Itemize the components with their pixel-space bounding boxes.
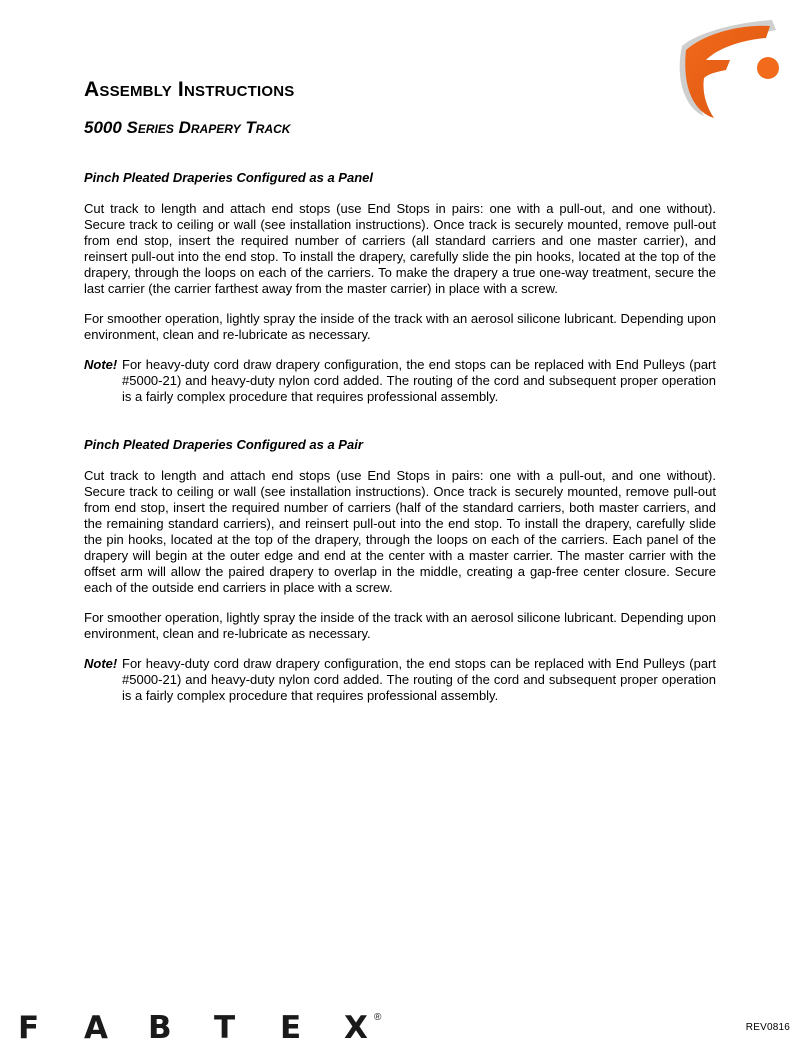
paragraph: For smoother operation, lightly spray the inside of the track with an aerosol silicone lubricant. Depending upon environment, clean and re-lubricate as necessary. <box>84 311 716 342</box>
revision-code: REV0816 <box>745 1022 790 1033</box>
page-title: Assembly Instructions <box>84 78 295 101</box>
note <box>84 656 716 704</box>
paragraph: Cut track to length and attach end stops (use End Stops in pairs: one with a pull-out, and one without). Secure track to ceiling or wall (see installation instructions). Once track is securely mounted, remove pull-out from end stop, insert the required number of carriers (all standard carriers and one master carrier), and reinsert pull-out into the end stop. To install the drapery, carefully slide the pin hooks, located at the top of the drapery, through the loops on each of the carriers. To make the drapery a true one-way treatment, secure the last carrier (the carrier farthest away from the master carrier) in place with a screw. <box>84 201 716 296</box>
brand-letter: E <box>280 1010 302 1042</box>
note <box>84 357 716 405</box>
page-subtitle: 5000 Series Drapery Track <box>84 118 291 137</box>
note-label: Note! <box>84 357 118 372</box>
fabtex-wordmark <box>18 1008 386 1042</box>
instructions-body <box>84 170 716 718</box>
brand-letter: F <box>18 1010 40 1042</box>
note-text: For heavy-duty cord draw drapery configuration, the end stops can be replaced with End Pulleys (part #5000-21) and heavy-duty nylon cord added. The routing of the cord and subsequent proper operation is a fairly complex procedure that requires professional assembly. <box>122 656 716 703</box>
panel-section <box>84 170 716 405</box>
brand-letter: T <box>214 1010 236 1042</box>
fabtex-f-swoosh-icon <box>668 14 788 122</box>
note-text: For heavy-duty cord draw drapery configuration, the end stops can be replaced with End Pulleys (part #5000-21) and heavy-duty nylon cord added. The routing of the cord and subsequent proper operation is a fairly complex procedure that requires professional assembly. <box>122 357 716 404</box>
logo-dot-shape <box>757 57 779 79</box>
paragraph: Cut track to length and attach end stops (use End Stops in pairs: one with a pull-out, and one without). Secure track to ceiling or wall (see installation instructions). Once track is securely mounted, remove pull-out from end stop, insert the required number of carriers (half of the standard carriers, both master carriers, and the remaining standard carriers), and reinsert pull-out into the end stop. To install the drapery, carefully slide the pin hooks, located at the top of the drapery, through the loops on each of the carriers. Each panel of the drapery will begin at the outer edge and end at the center with a master carrier. The master carrier with the offset arm will allow the paired drapery to overlap in the middle, creating a gap-free center closure. Secure each of the outside end carriers in place with a screw. <box>84 468 716 595</box>
section-heading: Pinch Pleated Draperies Configured as a Pair <box>84 437 363 452</box>
note-label: Note! <box>84 656 118 671</box>
section-heading: Pinch Pleated Draperies Configured as a Panel <box>84 170 373 185</box>
brand-letter: B <box>148 1010 172 1042</box>
brand-letter: X <box>344 1010 368 1042</box>
brand-letter: A <box>84 1010 108 1042</box>
paragraph: For smoother operation, lightly spray the inside of the track with an aerosol silicone lubricant. Depending upon environment, clean and re-lubricate as necessary. <box>84 610 716 641</box>
pair-section <box>84 437 716 704</box>
registered-mark: ® <box>374 1012 382 1023</box>
